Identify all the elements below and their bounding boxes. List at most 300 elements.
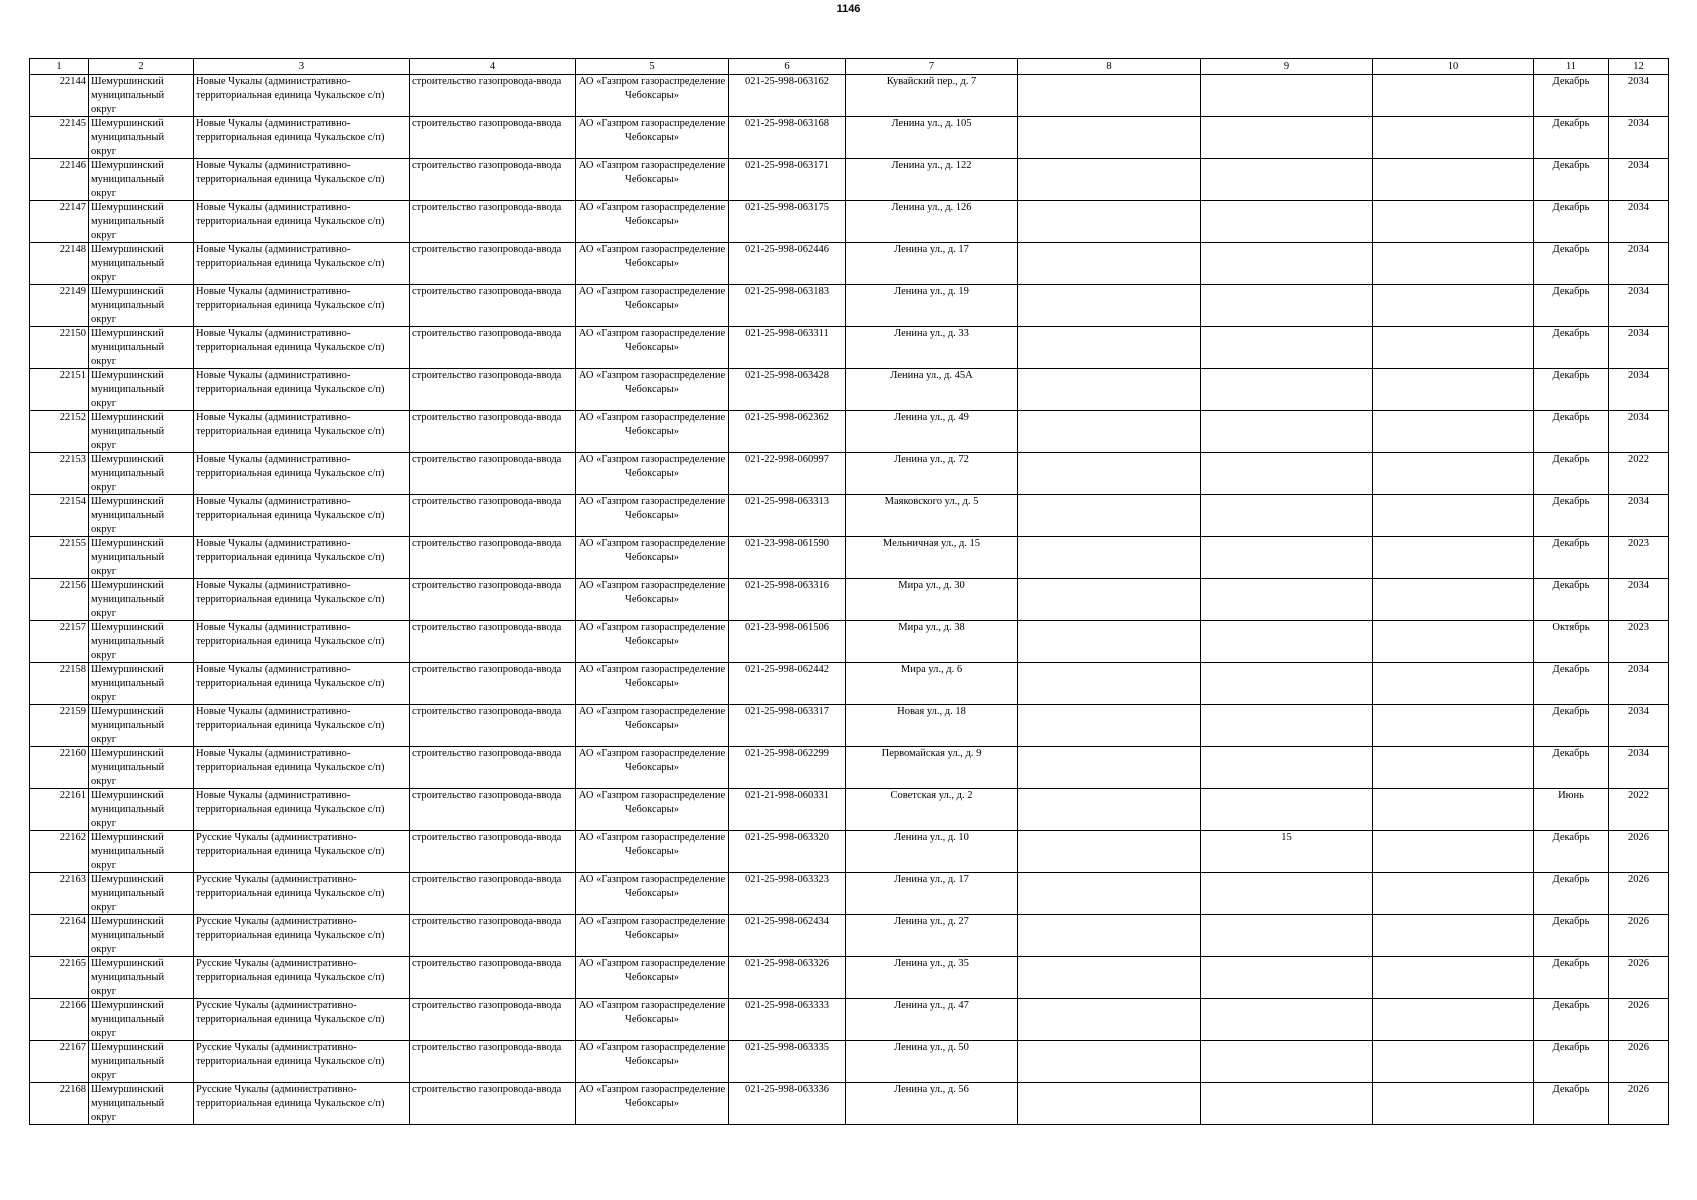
cell-month xyxy=(1534,285,1609,327)
cell-text: АО «Газпром газораспределение Чебоксары» xyxy=(578,244,726,269)
cell-month xyxy=(1534,831,1609,873)
cell-text: Новые Чукалы (административно-территориальная единица Чукальское с/п) xyxy=(196,496,385,521)
cell-text xyxy=(1020,75,1198,116)
column-number-9: 9 xyxy=(1201,59,1373,75)
cell-col-8 xyxy=(1018,999,1201,1041)
cell-text: Ленина ул., д. 45А xyxy=(890,370,973,381)
cell-text: 021-25-998-063175 xyxy=(745,202,829,213)
table-row xyxy=(30,999,1669,1041)
table-row xyxy=(30,495,1669,537)
cell-text: 22155 xyxy=(59,538,86,549)
cell-year xyxy=(1609,411,1669,453)
cell-text: Русские Чукалы (административно-территориальная единица Чукальское с/п) xyxy=(196,874,385,899)
cell-work-type xyxy=(410,201,576,243)
cell-month xyxy=(1534,1083,1609,1125)
cell-text: 22159 xyxy=(59,706,86,717)
cell-col-10 xyxy=(1373,957,1534,999)
cell-col-10 xyxy=(1373,999,1534,1041)
cell-text xyxy=(1375,747,1531,788)
cell-organization xyxy=(576,663,729,705)
cell-text: Декабрь xyxy=(1552,244,1590,255)
cell-object-code xyxy=(729,117,846,159)
cell-text: Новые Чукалы (административно-территориальная единица Чукальское с/п) xyxy=(196,328,385,353)
cell-text: 021-25-998-063313 xyxy=(745,496,829,507)
cell-text: АО «Газпром газораспределение Чебоксары» xyxy=(578,202,726,227)
column-number-row xyxy=(30,59,1669,75)
table-row xyxy=(30,663,1669,705)
table-row xyxy=(30,327,1669,369)
cell-object-code xyxy=(729,915,846,957)
cell-text xyxy=(1203,1083,1370,1124)
cell-organization xyxy=(576,579,729,621)
cell-text: Шемуршинский муниципальный округ xyxy=(91,244,165,283)
cell-text xyxy=(1375,243,1531,284)
cell-text: АО «Газпром газораспределение Чебоксары» xyxy=(578,328,726,353)
cell-text: Русские Чукалы (административно-территориальная единица Чукальское с/п) xyxy=(196,958,385,983)
cell-row-number xyxy=(30,1083,89,1125)
cell-text xyxy=(1020,957,1198,998)
column-number-10: 10 xyxy=(1373,59,1534,75)
cell-text: 22165 xyxy=(59,958,86,969)
cell-text: Новые Чукалы (административно-территориальная единица Чукальское с/п) xyxy=(196,454,385,479)
table-row xyxy=(30,621,1669,663)
cell-text: Шемуршинский муниципальный округ xyxy=(91,706,165,745)
cell-col-9 xyxy=(1201,663,1373,705)
cell-col-8 xyxy=(1018,747,1201,789)
cell-address xyxy=(846,789,1018,831)
cell-work-type xyxy=(410,873,576,915)
cell-col-10 xyxy=(1373,789,1534,831)
cell-text: Октябрь xyxy=(1552,622,1590,633)
cell-text: Ленина ул., д. 35 xyxy=(894,958,969,969)
cell-year xyxy=(1609,327,1669,369)
cell-address xyxy=(846,453,1018,495)
cell-text: 2022 xyxy=(1628,790,1649,801)
cell-text: Декабрь xyxy=(1552,832,1590,843)
cell-district xyxy=(89,621,194,663)
cell-text xyxy=(1375,453,1531,494)
cell-text: Декабрь xyxy=(1552,580,1590,591)
cell-work-type xyxy=(410,621,576,663)
cell-work-type xyxy=(410,537,576,579)
cell-text xyxy=(1020,873,1198,914)
cell-district xyxy=(89,453,194,495)
table-row xyxy=(30,285,1669,327)
cell-settlement xyxy=(194,201,410,243)
cell-year xyxy=(1609,1083,1669,1125)
cell-organization xyxy=(576,789,729,831)
cell-text: Шемуршинский муниципальный округ xyxy=(91,580,165,619)
cell-text: Новые Чукалы (административно-территориальная единица Чукальское с/п) xyxy=(196,706,385,731)
cell-text xyxy=(1020,411,1198,452)
cell-text: Русские Чукалы (административно-территориальная единица Чукальское с/п) xyxy=(196,1000,385,1025)
cell-row-number xyxy=(30,999,89,1041)
cell-text: строительство газопровода-ввода xyxy=(412,790,562,801)
cell-text: 021-25-998-063428 xyxy=(745,370,829,381)
cell-text xyxy=(1203,579,1370,620)
cell-text xyxy=(1375,1083,1531,1124)
cell-text: Русские Чукалы (административно-территориальная единица Чукальское с/п) xyxy=(196,1084,385,1109)
cell-address xyxy=(846,159,1018,201)
cell-organization xyxy=(576,243,729,285)
cell-text: 22166 xyxy=(59,1000,86,1011)
cell-organization xyxy=(576,327,729,369)
cell-work-type xyxy=(410,957,576,999)
cell-col-10 xyxy=(1373,495,1534,537)
cell-col-8 xyxy=(1018,453,1201,495)
cell-text xyxy=(1375,579,1531,620)
cell-text xyxy=(1375,411,1531,452)
cell-object-code xyxy=(729,369,846,411)
cell-row-number xyxy=(30,243,89,285)
cell-work-type xyxy=(410,705,576,747)
cell-address xyxy=(846,327,1018,369)
cell-district xyxy=(89,117,194,159)
table-row xyxy=(30,957,1669,999)
cell-text xyxy=(1020,159,1198,200)
cell-year xyxy=(1609,453,1669,495)
cell-text: строительство газопровода-ввода xyxy=(412,874,562,885)
cell-organization xyxy=(576,285,729,327)
cell-col-9 xyxy=(1201,75,1373,117)
cell-text xyxy=(1203,873,1370,914)
cell-district xyxy=(89,999,194,1041)
cell-col-9 xyxy=(1201,873,1373,915)
cell-text xyxy=(1020,201,1198,242)
cell-text: Декабрь xyxy=(1552,202,1590,213)
cell-organization xyxy=(576,159,729,201)
cell-text: 021-25-998-063316 xyxy=(745,580,829,591)
cell-address xyxy=(846,705,1018,747)
cell-text: Шемуршинский муниципальный округ xyxy=(91,370,165,409)
cell-text: Ленина ул., д. 27 xyxy=(894,916,969,927)
cell-district xyxy=(89,663,194,705)
table-row xyxy=(30,117,1669,159)
cell-work-type xyxy=(410,285,576,327)
cell-month xyxy=(1534,411,1609,453)
cell-text: АО «Газпром газораспределение Чебоксары» xyxy=(578,76,726,101)
cell-organization xyxy=(576,915,729,957)
cell-month xyxy=(1534,537,1609,579)
cell-year xyxy=(1609,369,1669,411)
cell-text xyxy=(1375,915,1531,956)
cell-text: Мира ул., д. 6 xyxy=(900,664,963,675)
cell-col-9 xyxy=(1201,789,1373,831)
cell-text: 22158 xyxy=(59,664,86,675)
cell-text: Декабрь xyxy=(1552,1000,1590,1011)
cell-col-8 xyxy=(1018,117,1201,159)
cell-text: Новые Чукалы (административно-территориальная единица Чукальское с/п) xyxy=(196,538,385,563)
cell-settlement xyxy=(194,873,410,915)
cell-text xyxy=(1375,789,1531,830)
cell-district xyxy=(89,327,194,369)
table-row xyxy=(30,453,1669,495)
cell-organization xyxy=(576,117,729,159)
cell-col-9 xyxy=(1201,999,1373,1041)
cell-col-9 xyxy=(1201,411,1373,453)
cell-text: Декабрь xyxy=(1552,874,1590,885)
cell-col-9 xyxy=(1201,453,1373,495)
cell-col-9 xyxy=(1201,369,1373,411)
column-number-2: 2 xyxy=(89,59,194,75)
cell-text: Шемуршинский муниципальный округ xyxy=(91,496,165,535)
cell-object-code xyxy=(729,243,846,285)
cell-text: Шемуршинский муниципальный округ xyxy=(91,748,165,787)
cell-text: Шемуршинский муниципальный округ xyxy=(91,1000,165,1039)
cell-object-code xyxy=(729,1041,846,1083)
cell-col-10 xyxy=(1373,915,1534,957)
cell-text: Декабрь xyxy=(1552,412,1590,423)
cell-address xyxy=(846,75,1018,117)
cell-text xyxy=(1020,789,1198,830)
cell-col-9 xyxy=(1201,537,1373,579)
cell-text xyxy=(1020,537,1198,578)
cell-text: Новые Чукалы (административно-территориальная единица Чукальское с/п) xyxy=(196,748,385,773)
cell-address xyxy=(846,663,1018,705)
cell-object-code xyxy=(729,789,846,831)
cell-text: строительство газопровода-ввода xyxy=(412,118,562,129)
cell-col-10 xyxy=(1373,873,1534,915)
cell-text: Декабрь xyxy=(1552,118,1590,129)
cell-text: Маяковского ул., д. 5 xyxy=(884,496,979,507)
cell-text: 021-25-998-063320 xyxy=(745,832,829,843)
cell-text: АО «Газпром газораспределение Чебоксары» xyxy=(578,160,726,185)
cell-text: 2034 xyxy=(1628,706,1649,717)
cell-text: строительство газопровода-ввода xyxy=(412,580,562,591)
cell-text: Шемуршинский муниципальный округ xyxy=(91,412,165,451)
cell-row-number xyxy=(30,453,89,495)
cell-text: 021-25-998-063336 xyxy=(745,1084,829,1095)
cell-text: 2034 xyxy=(1628,748,1649,759)
cell-month xyxy=(1534,663,1609,705)
cell-text: 021-25-998-063171 xyxy=(745,160,829,171)
cell-text: АО «Газпром газораспределение Чебоксары» xyxy=(578,370,726,395)
cell-col-10 xyxy=(1373,621,1534,663)
cell-text: Декабрь xyxy=(1552,958,1590,969)
cell-text: 2034 xyxy=(1628,328,1649,339)
cell-text: Шемуршинский муниципальный округ xyxy=(91,160,165,199)
cell-work-type xyxy=(410,453,576,495)
cell-text xyxy=(1020,747,1198,788)
cell-text: 2022 xyxy=(1628,454,1649,465)
cell-text xyxy=(1375,705,1531,746)
cell-year xyxy=(1609,705,1669,747)
cell-col-9 xyxy=(1201,957,1373,999)
cell-text: Новые Чукалы (административно-территориальная единица Чукальское с/п) xyxy=(196,244,385,269)
cell-text xyxy=(1375,537,1531,578)
cell-row-number xyxy=(30,285,89,327)
cell-col-9 xyxy=(1201,201,1373,243)
cell-object-code xyxy=(729,957,846,999)
cell-text: АО «Газпром газораспределение Чебоксары» xyxy=(578,748,726,773)
cell-address xyxy=(846,285,1018,327)
cell-text xyxy=(1020,915,1198,956)
cell-organization xyxy=(576,537,729,579)
cell-text: строительство газопровода-ввода xyxy=(412,958,562,969)
cell-year xyxy=(1609,579,1669,621)
cell-text: Шемуршинский муниципальный округ xyxy=(91,328,165,367)
cell-text: строительство газопровода-ввода xyxy=(412,328,562,339)
cell-col-8 xyxy=(1018,1041,1201,1083)
cell-row-number xyxy=(30,537,89,579)
cell-district xyxy=(89,285,194,327)
cell-col-8 xyxy=(1018,621,1201,663)
cell-col-10 xyxy=(1373,453,1534,495)
cell-text: строительство газопровода-ввода xyxy=(412,622,562,633)
cell-district xyxy=(89,915,194,957)
cell-text: 021-25-998-062299 xyxy=(745,748,829,759)
cell-month xyxy=(1534,75,1609,117)
cell-work-type xyxy=(410,75,576,117)
cell-text: 22153 xyxy=(59,454,86,465)
cell-address xyxy=(846,1041,1018,1083)
cell-text: Кувайский пер., д. 7 xyxy=(886,76,977,87)
cell-month xyxy=(1534,999,1609,1041)
cell-text: АО «Газпром газораспределение Чебоксары» xyxy=(578,958,726,983)
cell-text: АО «Газпром газораспределение Чебоксары» xyxy=(578,118,726,143)
cell-text: АО «Газпром газораспределение Чебоксары» xyxy=(578,538,726,563)
cell-text: АО «Газпром газораспределение Чебоксары» xyxy=(578,874,726,899)
table-row xyxy=(30,873,1669,915)
cell-text: Ленина ул., д. 10 xyxy=(894,832,969,843)
cell-col-9 xyxy=(1201,1083,1373,1125)
column-number-4: 4 xyxy=(410,59,576,75)
cell-text: Декабрь xyxy=(1552,76,1590,87)
cell-text xyxy=(1203,201,1370,242)
cell-text: 22148 xyxy=(59,244,86,255)
cell-object-code xyxy=(729,747,846,789)
cell-object-code xyxy=(729,495,846,537)
cell-text: Русские Чукалы (административно-территориальная единица Чукальское с/п) xyxy=(196,1042,385,1067)
cell-object-code xyxy=(729,285,846,327)
cell-organization xyxy=(576,75,729,117)
cell-organization xyxy=(576,1083,729,1125)
cell-year xyxy=(1609,201,1669,243)
cell-text: Шемуршинский муниципальный округ xyxy=(91,790,165,829)
cell-text: строительство газопровода-ввода xyxy=(412,538,562,549)
cell-district xyxy=(89,75,194,117)
cell-settlement xyxy=(194,117,410,159)
cell-work-type xyxy=(410,915,576,957)
cell-col-10 xyxy=(1373,663,1534,705)
cell-month xyxy=(1534,1041,1609,1083)
cell-text: 2023 xyxy=(1628,538,1649,549)
cell-month xyxy=(1534,327,1609,369)
cell-text: АО «Газпром газораспределение Чебоксары» xyxy=(578,496,726,521)
cell-district xyxy=(89,1083,194,1125)
cell-text xyxy=(1375,159,1531,200)
cell-address xyxy=(846,621,1018,663)
cell-text: 2034 xyxy=(1628,118,1649,129)
cell-text: Ленина ул., д. 50 xyxy=(894,1042,969,1053)
cell-settlement xyxy=(194,1041,410,1083)
cell-text: Шемуршинский муниципальный округ xyxy=(91,832,165,871)
cell-text: Новые Чукалы (административно-территориальная единица Чукальское с/п) xyxy=(196,664,385,689)
table-row xyxy=(30,579,1669,621)
cell-month xyxy=(1534,747,1609,789)
cell-settlement xyxy=(194,579,410,621)
cell-col-10 xyxy=(1373,831,1534,873)
cell-text: Новые Чукалы (административно-территориальная единица Чукальское с/п) xyxy=(196,790,385,815)
cell-col-8 xyxy=(1018,537,1201,579)
cell-text: АО «Газпром газораспределение Чебоксары» xyxy=(578,412,726,437)
cell-text: 22161 xyxy=(59,790,86,801)
cell-work-type xyxy=(410,369,576,411)
cell-text: строительство газопровода-ввода xyxy=(412,76,562,87)
cell-col-9 xyxy=(1201,705,1373,747)
cell-text xyxy=(1203,747,1370,788)
cell-text: АО «Газпром газораспределение Чебоксары» xyxy=(578,664,726,689)
cell-text xyxy=(1203,663,1370,704)
cell-work-type xyxy=(410,999,576,1041)
cell-text: Декабрь xyxy=(1552,496,1590,507)
cell-address xyxy=(846,243,1018,285)
cell-year xyxy=(1609,537,1669,579)
cell-settlement xyxy=(194,621,410,663)
cell-row-number xyxy=(30,201,89,243)
cell-year xyxy=(1609,159,1669,201)
cell-organization xyxy=(576,369,729,411)
cell-text: Декабрь xyxy=(1552,328,1590,339)
cell-row-number xyxy=(30,327,89,369)
cell-text: 22167 xyxy=(59,1042,86,1053)
cell-text: 22150 xyxy=(59,328,86,339)
cell-text: 021-25-998-063168 xyxy=(745,118,829,129)
cell-text: АО «Газпром газораспределение Чебоксары» xyxy=(578,916,726,941)
cell-address xyxy=(846,957,1018,999)
table-row xyxy=(30,243,1669,285)
cell-month xyxy=(1534,159,1609,201)
cell-object-code xyxy=(729,579,846,621)
cell-text: 2026 xyxy=(1628,1042,1649,1053)
cell-text: 021-25-998-062442 xyxy=(745,664,829,675)
cell-row-number xyxy=(30,621,89,663)
cell-settlement xyxy=(194,747,410,789)
cell-col-10 xyxy=(1373,243,1534,285)
cell-text: строительство газопровода-ввода xyxy=(412,454,562,465)
cell-work-type xyxy=(410,327,576,369)
cell-text: 021-25-998-062446 xyxy=(745,244,829,255)
cell-col-9 xyxy=(1201,579,1373,621)
cell-year xyxy=(1609,831,1669,873)
cell-col-8 xyxy=(1018,957,1201,999)
cell-text: АО «Газпром газораспределение Чебоксары» xyxy=(578,454,726,479)
cell-organization xyxy=(576,453,729,495)
cell-text: 2034 xyxy=(1628,412,1649,423)
cell-text: Декабрь xyxy=(1552,454,1590,465)
cell-text xyxy=(1203,117,1370,158)
cell-col-10 xyxy=(1373,327,1534,369)
table-row xyxy=(30,537,1669,579)
cell-text: 2026 xyxy=(1628,958,1649,969)
cell-row-number xyxy=(30,369,89,411)
column-number-12: 12 xyxy=(1609,59,1669,75)
cell-year xyxy=(1609,999,1669,1041)
cell-text xyxy=(1020,999,1198,1040)
cell-address xyxy=(846,201,1018,243)
cell-text: Шемуршинский муниципальный округ xyxy=(91,118,165,157)
cell-organization xyxy=(576,999,729,1041)
cell-address xyxy=(846,915,1018,957)
table-row xyxy=(30,831,1669,873)
cell-text: 22152 xyxy=(59,412,86,423)
cell-col-10 xyxy=(1373,705,1534,747)
cell-col-9 xyxy=(1201,1041,1373,1083)
cell-year xyxy=(1609,789,1669,831)
cell-text xyxy=(1020,453,1198,494)
cell-text: строительство газопровода-ввода xyxy=(412,748,562,759)
cell-work-type xyxy=(410,117,576,159)
